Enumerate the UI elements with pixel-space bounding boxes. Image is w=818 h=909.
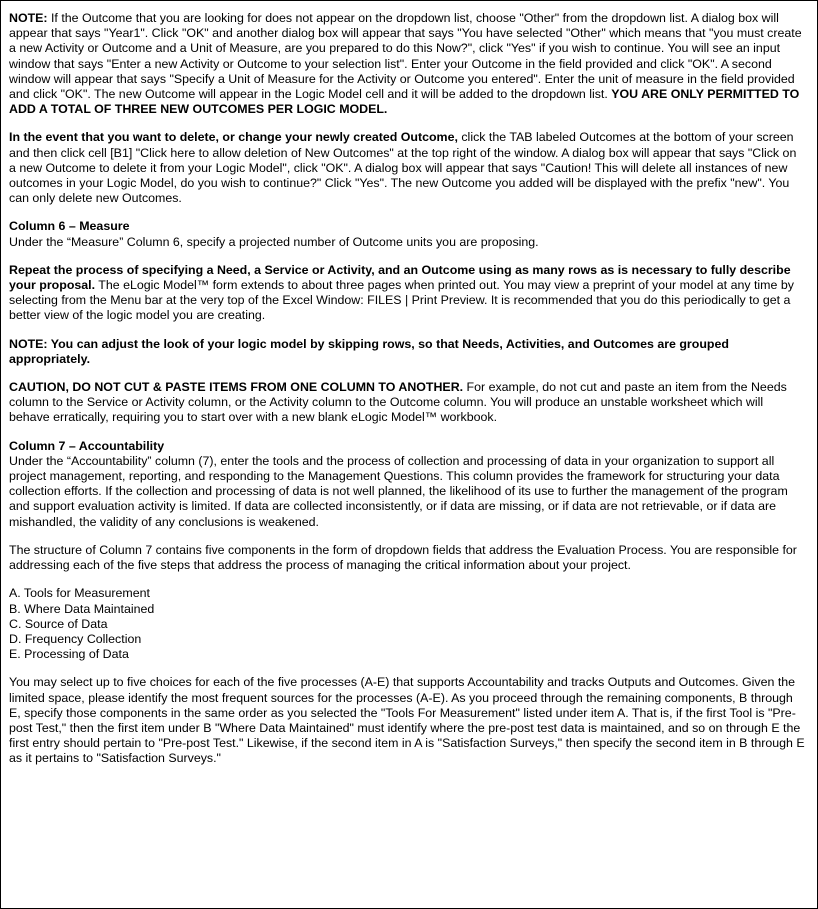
body-text: The eLogic Model™ form extends to about three pages when printed out. You may view a preprint of your model at any time by selecting from the Menu bar at the very top of the Excel Window: FILES | Print Preview. It is recommended that you do this periodically to get a better view of the logic model you are creating.: [9, 278, 794, 323]
body-text: Under the “Accountability” column (7), enter the tools and the process of collection and processing of data in your organization to support all project management, reporting, and responding to the Management Questions. This column provides the framework for structuring your data collection efforts. If the collection and processing of data is not well planned, the likelihood of its use to further the management of the program and support evaluation activity is limited. If data are collected inconsistently, or if data are missing, or if data are not retrievable, or if data are mishandled, the validity of any conclusions is weakened.: [9, 453, 788, 529]
emphasis-text: NOTE:: [9, 11, 48, 25]
emphasis-text: NOTE: You can adjust the look of your logic model by skipping rows, so that Needs, Activities, and Outcomes are grouped appropriately.: [9, 336, 729, 366]
body-text: For example, do not cut and paste an item from the Needs column to the Service or Activity column, or the Activity column to the Outcome column. You will produce an unstable worksheet which will behave erratically, requiring you to start over with a new blank eLogic Model™ workbook.: [9, 380, 787, 425]
list-item: E. Processing of Data: [9, 647, 129, 662]
accountability-components-list: [9, 586, 805, 662]
document-body: [1, 1, 817, 767]
paragraph: [9, 130, 805, 206]
paragraph: [9, 263, 805, 324]
body-text: If the Outcome that you are looking for does not appear on the dropdown list, choose "Other" from the dropdown list. A dialog box will appear that says "Year1". Click "OK" and another dialog box will appear that says "You have selected "Other" which means that "you must create a new Activity or Outcome and a Unit of Measure, are you prepared to do this Now?", click "Yes" if you wish to continue. You will see an input window that says "Enter a new Activity or Outcome to your selection list". Enter your Outcome in the field provided and click "OK". A second window will appear that says "Specify a Unit of Measure for the Activity or Outcome you entered". Enter the unit of measure in the field provided and click "OK". The new Outcome will appear in the Logic Model cell and it will be added to the dropdown list.: [9, 11, 802, 102]
emphasis-text: Repeat the process of specifying a Need, a Service or Activity, and an Outcome using as many rows as is necessary to fully describe your proposal.: [9, 262, 791, 293]
section-heading: [9, 219, 805, 234]
list-item: A. Tools for Measurement: [9, 586, 150, 601]
list-item: D. Frequency Collection: [9, 631, 142, 646]
paragraph: [9, 543, 805, 573]
paragraph: [9, 235, 805, 250]
paragraph: [9, 675, 805, 766]
emphasis-text: YOU ARE ONLY PERMITTED TO ADD A TOTAL OF THREE NEW OUTCOMES PER LOGIC MODEL.: [9, 87, 800, 117]
paragraph: [9, 11, 805, 117]
emphasis-text: CAUTION, DO NOT CUT & PASTE ITEMS FROM ONE COLUMN TO ANOTHER.: [9, 380, 464, 395]
emphasis-text: Column 6 – Measure: [9, 219, 130, 234]
list-item: B. Where Data Maintained: [9, 601, 155, 616]
section-heading: [9, 439, 805, 454]
body-text: You may select up to five choices for each of the five processes (A-E) that supports Accountability and tracks Outputs and Outcomes. Given the limited space, please identify the most frequent sources for the processes (A-E). As you proceed through the remaining components, B through E, specify those components in the same order as you selected the "Tools For Measurement" listed under item A. That is, if the first Tool is "Pre-post Test," then the first item under B "Where Data Maintained" must identify where the pre-post test data is maintained, and so on through E the first entry should pertain to "Pre-post Test." Likewise, if the second item in A is "Satisfaction Surveys," then specify the second item in B through E as it pertains to "Satisfaction Surveys.": [9, 675, 805, 766]
paragraph: [9, 380, 805, 426]
emphasis-text: In the event that you want to delete, or change your newly created Outcome,: [9, 130, 458, 145]
body-text: Under the “Measure” Column 6, specify a projected number of Outcome units you are proposing.: [9, 234, 539, 249]
body-text: The structure of Column 7 contains five components in the form of dropdown fields that address the Evaluation Process. You are responsible for addressing each of the five steps that address the process of managing the critical information about your project.: [9, 542, 797, 573]
emphasis-text: Column 7 – Accountability: [9, 438, 165, 453]
body-text: click the TAB labeled Outcomes at the bottom of your screen and then click cell [B1] "Click here to allow deletion of New Outcomes" at the top right of the window. A dialog box will appear that says "Click on a new Outcome to delete it from your Logic Model", click "OK". A dialog box will appear that says "Caution! This will delete all instances of new outcomes in your Logic Model, do you wish to continue?" Click "Yes". The new Outcome you added will be displayed with the prefix "new". You can only delete new Outcomes.: [9, 130, 797, 206]
paragraph: [9, 454, 805, 530]
list-item: C. Source of Data: [9, 616, 108, 631]
paragraph: [9, 337, 805, 367]
